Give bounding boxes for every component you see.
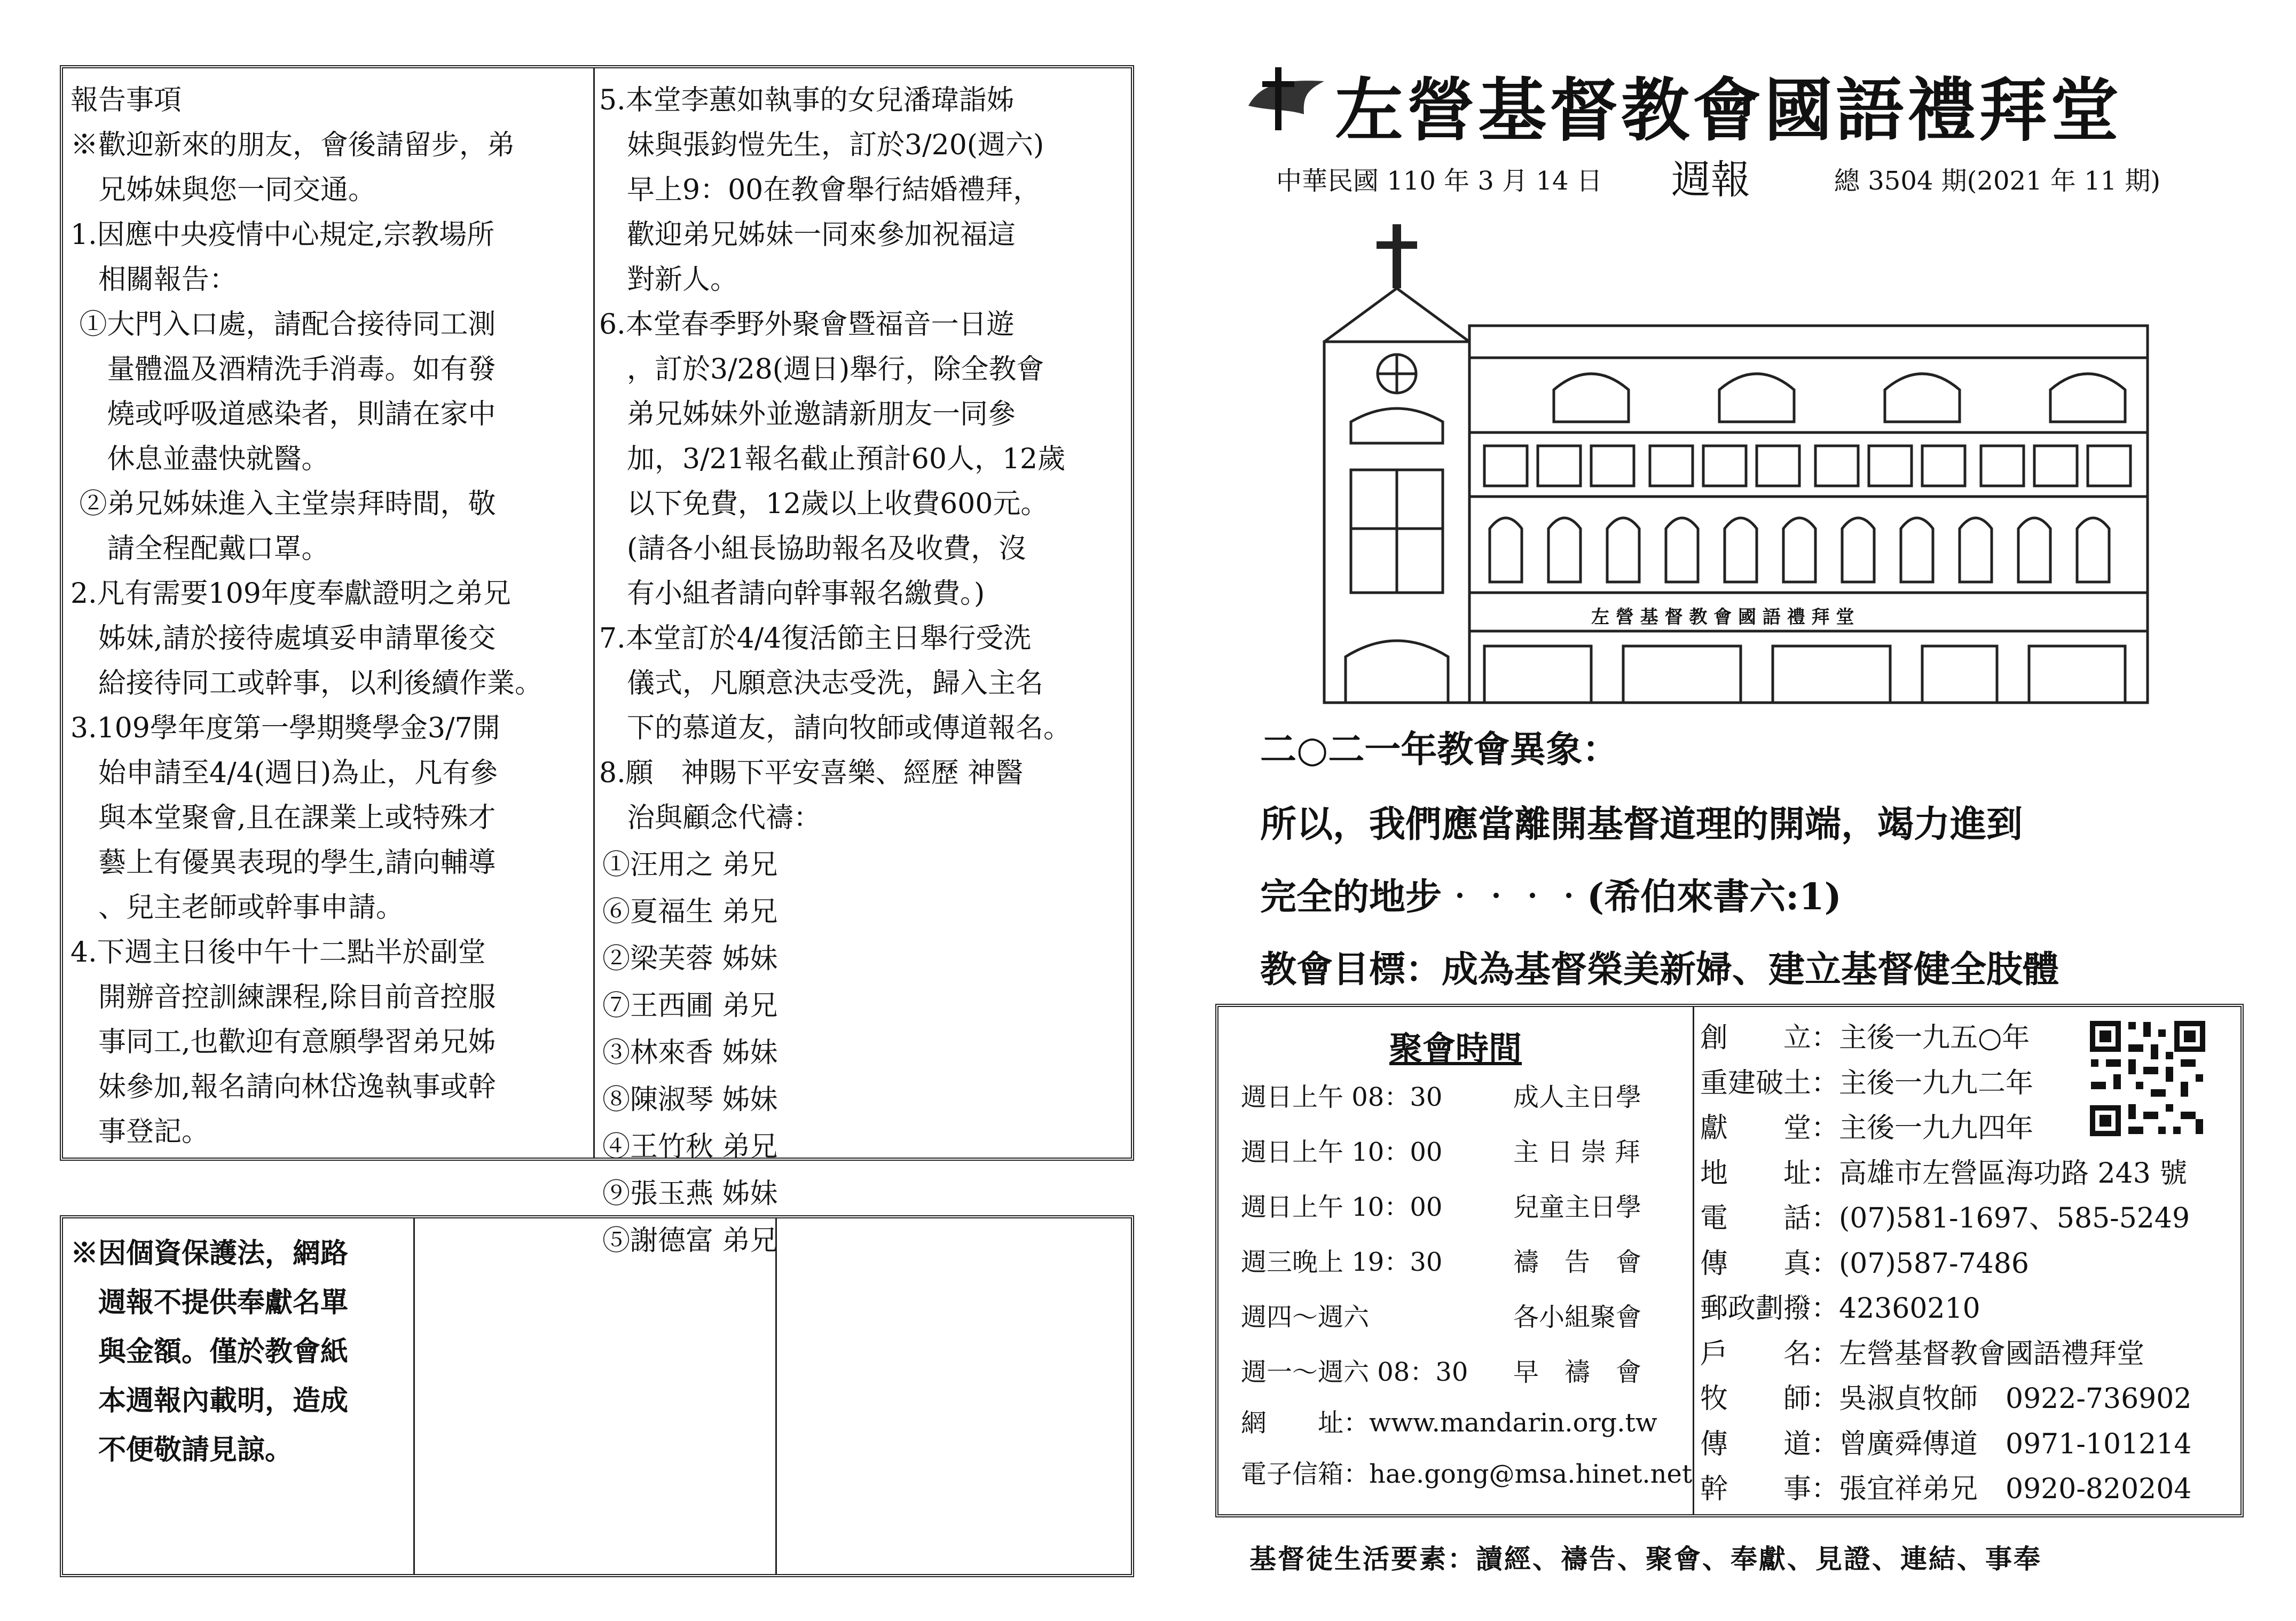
announcement-line: 事登記。 <box>70 1116 210 1148</box>
announcement-line: 兄姊妹與您一同交通。 <box>70 174 376 206</box>
announcement-line: 5.本堂李蕙如執事的女兒潘瑋詣姊 <box>599 84 1015 116</box>
christian-life-essentials: 基督徒生活要素：讀經、禱告、聚會、奉獻、見證、連結、事奉 <box>1249 1543 2042 1575</box>
qr-code <box>2088 1019 2207 1138</box>
church-name: 左營基督教會國語禮拜堂 <box>1335 70 2122 151</box>
announcement-line: 與本堂聚會,且在課業上或特殊才 <box>70 802 496 834</box>
bulletin-issue: 總 3504 期(2021 年 11 期) <box>1834 166 2161 196</box>
announcement-line: 、兒主老師或幹事申請。 <box>70 892 404 924</box>
meeting-row <box>1241 1180 1684 1235</box>
announcement-line: 有小組者請向幹事報名繳費。) <box>599 578 985 610</box>
church-goal: 教會目標：成為基督榮美新婦、建立基督健全肢體 <box>1260 948 2059 991</box>
meeting-time: 週四～週六 <box>1241 1302 1370 1332</box>
church-logo <box>1244 63 1330 132</box>
prayer-name: ⑥夏福生 弟兄 <box>602 896 778 928</box>
announcement-line: 妹參加,報名請向林岱逸執事或幹 <box>70 1071 496 1103</box>
privacy-note <box>70 1229 412 1475</box>
announcement-line: 7.本堂訂於4/4復活節主日舉行受洗 <box>599 623 1032 655</box>
announcement-line: 加，3/21報名截止預計60人，12歲 <box>599 443 1066 475</box>
meeting-list <box>1241 1070 1684 1400</box>
announcement-line: 燒或呼吸道感染者，則請在家中 <box>70 398 496 430</box>
announcement-line: 8.願 神賜下平安喜樂、經歷 神醫 <box>599 757 1024 789</box>
meeting-row <box>1241 1070 1684 1125</box>
building-sign: 左 營 基 督 教 會 國 語 禮 拜 堂 <box>1591 607 1854 628</box>
prayer-name: ①汪用之 弟兄 <box>602 849 778 881</box>
announcement-line: ①大門入口處，請配合接待同工測 <box>70 309 496 341</box>
meetings-title: 聚會時間 <box>1389 1029 1522 1068</box>
announcements-divider <box>593 68 595 1158</box>
meeting-time: 週一～週六 08：30 <box>1241 1357 1468 1387</box>
privacy-note-line: 不便敬請見諒。 <box>70 1434 293 1466</box>
church-info-line: 傳 真：(07)587-7486 <box>1700 1247 2029 1280</box>
announcement-line: 治與顧念代禱： <box>599 802 822 834</box>
prayer-name: ④王竹秋 弟兄 <box>602 1131 778 1163</box>
meeting-time: 週日上午 08：30 <box>1241 1082 1443 1112</box>
meeting-name: 早 禱 會 <box>1513 1357 1642 1387</box>
email: 電子信箱：hae.gong@msa.hinet.net <box>1241 1459 1693 1489</box>
meeting-time: 週日上午 10：00 <box>1241 1192 1443 1222</box>
announcement-line: 妹與張鈞愷先生，訂於3/20(週六) <box>599 129 1044 161</box>
announcement-line: 以下免費，12歲以上收費600元。 <box>599 488 1049 520</box>
bulletin-label: 週報 <box>1671 157 1750 203</box>
offering-divider-2 <box>775 1218 777 1574</box>
announcement-line: 姊妹,請於接待處填妥申請單後交 <box>70 623 496 655</box>
announcement-line: ※歡迎新來的朋友，會後請留步，弟 <box>70 129 515 161</box>
church-info-line: 電 話：(07)581-1697、585-5249 <box>1700 1202 2190 1234</box>
announcement-line: 給接待同工或幹事，以利後續作業。 <box>70 667 543 699</box>
announcement-line: 報告事項 <box>70 84 182 116</box>
vision-title: 二○二一年教會異象： <box>1260 728 1619 771</box>
announcement-line: 弟兄姊妹外並邀請新朋友一同參 <box>599 398 1016 430</box>
prayer-row <box>602 1123 1131 1217</box>
privacy-note-line: 與金額。僅於教會紙 <box>70 1335 349 1368</box>
announcement-line: 相關報告： <box>70 264 238 296</box>
meeting-row <box>1241 1125 1684 1180</box>
announcement-line: ②弟兄姊妹進入主堂崇拜時間，敬 <box>70 488 496 520</box>
prayer-name: ②梁芙蓉 姊妹 <box>602 943 778 975</box>
announcement-line: 歡迎弟兄姊妹一同來參加祝福這 <box>599 219 1016 251</box>
announcements-right-column <box>599 78 1133 840</box>
meeting-name: 各小組聚會 <box>1513 1302 1642 1332</box>
announcement-line: 量體溫及酒精洗手消毒。如有發 <box>70 353 496 385</box>
info-box-divider <box>1693 1007 1694 1514</box>
meeting-name: 成人主日學 <box>1513 1082 1642 1112</box>
privacy-note-line: 本週報內載明，造成 <box>70 1384 349 1417</box>
prayer-row <box>602 841 1131 935</box>
church-info-line: 地 址：高雄市左營區海功路 243 號 <box>1700 1157 2188 1190</box>
church-info-line: 獻 堂：主後一九九四年 <box>1700 1112 2034 1144</box>
church-info-line: 郵政劃撥：42360210 <box>1700 1293 1980 1325</box>
announcement-line: 事同工,也歡迎有意願學習弟兄姊 <box>70 1026 496 1058</box>
prayer-name: ⑦王西圃 弟兄 <box>602 990 778 1022</box>
church-building-illustration <box>1314 219 2168 705</box>
meeting-time: 週日上午 10：00 <box>1241 1137 1443 1167</box>
prayer-row <box>602 935 1131 1029</box>
privacy-note-line: ※因個資保護法，網路 <box>70 1237 349 1270</box>
announcement-line: 藝上有優異表現的學生,請向輔導 <box>70 847 496 879</box>
announcement-line: 2.凡有需要109年度奉獻證明之弟兄 <box>70 578 511 610</box>
meeting-row <box>1241 1235 1684 1290</box>
privacy-note-line: 週報不提供奉獻名單 <box>70 1286 349 1319</box>
church-info-line: 重建破土：主後一九九二年 <box>1700 1067 2034 1099</box>
vision-verse-line-1: 所以，我們應當離開基督道理的開端，竭力進到 <box>1260 803 2023 846</box>
prayer-name: ⑧陳淑琴 姊妹 <box>602 1084 778 1116</box>
announcement-line: 休息並盡快就醫。 <box>70 443 329 475</box>
announcement-line: 早上9：00在教會舉行結婚禮拜， <box>599 174 1041 206</box>
offering-panel <box>60 1215 1134 1577</box>
prayer-name: ③林來香 姊妹 <box>602 1037 778 1069</box>
website: 網 址：www.mandarin.org.tw <box>1241 1408 1657 1438</box>
info-box <box>1215 1004 2244 1517</box>
vision-verse-line-2: 完全的地步‧‧‧‧(希伯來書六:1) <box>1260 876 1842 918</box>
meeting-time: 週三晚上 19：30 <box>1241 1247 1443 1277</box>
announcement-line: ，訂於3/28(週日)舉行，除全教會 <box>599 353 1044 385</box>
announcements-left-column <box>70 78 588 1154</box>
announcement-line: 3.109學年度第一學期獎學金3/7開 <box>70 712 500 744</box>
offering-divider-1 <box>413 1218 415 1574</box>
meeting-name: 主 日 崇 拜 <box>1513 1137 1640 1167</box>
announcement-line: 對新人。 <box>599 264 738 296</box>
church-info-line: 幹 事：張宜祥弟兄 0920-820204 <box>1700 1473 2192 1505</box>
prayer-name: ⑤謝德富 弟兄 <box>602 1225 778 1257</box>
announcement-line: 4.下週主日後中午十二點半於副堂 <box>70 937 486 969</box>
meeting-name: 禱 告 會 <box>1513 1247 1642 1277</box>
announcement-line: 下的慕道友，請向牧師或傳道報名。 <box>599 712 1072 744</box>
church-info-line: 戶 名：左營基督教會國語禮拜堂 <box>1700 1337 2145 1370</box>
announcement-line: 開辦音控訓練課程,除目前音控服 <box>70 981 496 1013</box>
church-info-line: 創 立：主後一九五○年 <box>1700 1022 2030 1054</box>
church-info-line: 傳 道：曾廣舜傳道 0971-101214 <box>1700 1428 2192 1460</box>
announcement-line: 儀式，凡願意決志受洗，歸入主名 <box>599 667 1044 699</box>
announcement-line: 1.因應中央疫情中心規定,宗教場所 <box>70 219 495 251</box>
announcement-line: 請全程配戴口罩。 <box>70 533 329 565</box>
meeting-row <box>1241 1290 1684 1345</box>
announcement-line: 6.本堂春季野外聚會暨福音一日遊 <box>599 309 1015 341</box>
meeting-name: 兒童主日學 <box>1513 1192 1642 1222</box>
church-info-line: 牧 師：吳淑貞牧師 0922-736902 <box>1700 1383 2192 1415</box>
prayer-name: ⑨張玉燕 姊妹 <box>602 1178 778 1210</box>
bulletin-date: 中華民國 110 年 3 月 14 日 <box>1276 166 1602 196</box>
announcement-line: 始申請至4/4(週日)為止，凡有參 <box>70 757 498 789</box>
meeting-row <box>1241 1345 1684 1400</box>
prayer-row <box>602 1029 1131 1123</box>
announcement-line: (請各小組長協助報名及收費，沒 <box>599 533 1027 565</box>
